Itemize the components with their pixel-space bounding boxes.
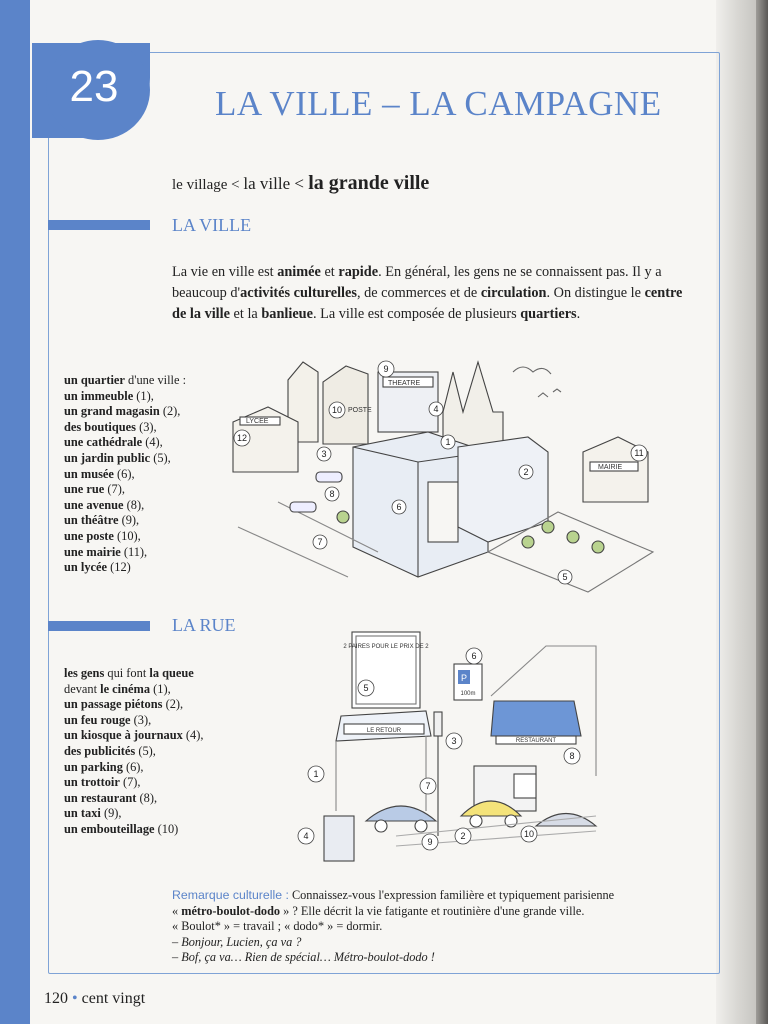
list-item: un lycée (12) — [64, 560, 131, 575]
svg-text:8: 8 — [329, 489, 335, 499]
svg-text:4: 4 — [303, 831, 309, 841]
label-lycee: LYCEE — [246, 418, 269, 425]
list-item: devant le cinéma (1), — [64, 681, 171, 696]
label-cinema: LE RETOUR — [366, 728, 402, 734]
list-item: un immeuble (1), — [64, 388, 154, 403]
svg-text:2: 2 — [523, 467, 529, 477]
list-item: les gens qui font la queue — [64, 666, 194, 680]
svg-text:10: 10 — [331, 405, 343, 415]
ville-paragraph: La vie en ville est animée et rapide. En général, les gens ne se connaissent pas. Il y a beaucoup d'activités culturelles, de commerces et de circulation. On distingue le centre de la ville et la banlieue. La ville est composée de plusieurs quartiers. — [172, 264, 683, 322]
list-item: un théâtre (9), — [64, 513, 140, 528]
list-item: un musée (6), — [64, 466, 135, 481]
section-bar-ville — [48, 220, 150, 230]
size-scale: le village < la ville < la grande ville — [172, 172, 430, 194]
list-item: un parking (6), — [64, 759, 144, 774]
chapter-title: LA VILLE – LA CAMPAGNE — [215, 84, 662, 123]
list-item: un feu rouge (3), — [64, 712, 152, 727]
page-spine-bar — [0, 0, 30, 1024]
svg-text:6: 6 — [471, 651, 477, 661]
chapter-number: 23 — [69, 62, 119, 111]
svg-text:12: 12 — [236, 433, 248, 443]
svg-text:9: 9 — [383, 364, 389, 374]
label-restaurant: RESTAURANT — [515, 738, 557, 744]
list-item: des publicités (5), — [64, 743, 156, 758]
svg-text:1: 1 — [313, 769, 319, 779]
list-item: une avenue (8), — [64, 497, 145, 512]
ville-vocab-list — [64, 373, 186, 576]
list-item: un trottoir (7), — [64, 775, 141, 790]
svg-text:1: 1 — [445, 437, 451, 447]
svg-text:10: 10 — [523, 829, 535, 839]
remark-label: Remarque culturelle : — [172, 888, 289, 902]
svg-text:8: 8 — [569, 751, 575, 761]
list-item: une cathédrale (4), — [64, 435, 163, 450]
list-item: un embouteillage (10) — [64, 821, 179, 836]
list-item: un kiosque à journaux (4), — [64, 728, 204, 743]
svg-text:2: 2 — [460, 831, 466, 841]
label-distance: 100m — [460, 691, 476, 697]
scale-grande-ville: la grande ville — [308, 172, 430, 194]
svg-text:4: 4 — [433, 404, 439, 414]
section-bar-rue — [48, 621, 150, 631]
rue-vocab-list — [64, 666, 203, 838]
svg-text:6: 6 — [396, 502, 402, 512]
svg-text:3: 3 — [451, 736, 457, 746]
section-title-rue: LA RUE — [172, 615, 236, 635]
cultural-remark: Remarque culturelle : Connaissez-vous l'expression familière et typiquement parisienne « métro-boulot-dodo » ? Elle décrit la vie fatigante et routinière d'une grande ville. « Boulot* » = travail ; « dodo* » = dormir. – Bonjour, Lucien, ça va ? – Bof, ça va… Rien de spécial… Métro-boulot-dodo ! — [172, 888, 615, 965]
svg-text:5: 5 — [363, 683, 369, 693]
svg-text:7: 7 — [317, 537, 323, 547]
list-item: un grand magasin (2), — [64, 404, 181, 419]
label-poste: POSTE — [348, 407, 372, 414]
page-number: 120 — [44, 990, 68, 1007]
page-words: cent vingt — [81, 990, 146, 1007]
label-theatre: THEATRE — [388, 380, 421, 387]
section-title-ville: LA VILLE — [172, 215, 252, 235]
list-item: une mairie (11), — [64, 544, 148, 559]
svg-text:5: 5 — [562, 572, 568, 582]
list-item: un restaurant (8), — [64, 790, 158, 805]
book-edge — [756, 0, 768, 1024]
svg-text:11: 11 — [634, 448, 644, 458]
scale-ville: la ville — [243, 174, 291, 193]
list-item: un taxi (9), — [64, 806, 122, 821]
list-item: un jardin public (5), — [64, 450, 171, 465]
svg-text:9: 9 — [427, 837, 433, 847]
label-mairie: MAIRIE — [598, 464, 623, 471]
page-footer: 120 • cent vingt — [44, 990, 146, 1007]
list-item: un quartier d'une ville : — [64, 373, 187, 387]
list-item: une rue (7), — [64, 482, 125, 497]
scale-village: le village — [172, 177, 228, 193]
list-item: une poste (10), — [64, 528, 141, 543]
svg-text:3: 3 — [321, 449, 327, 459]
list-item: des boutiques (3), — [64, 419, 157, 434]
label-advert: 2 PAIRES POUR LE PRIX DE 2 — [343, 644, 429, 650]
list-item: un passage piétons (2), — [64, 697, 184, 712]
svg-text:7: 7 — [425, 781, 431, 791]
label-parking: P — [460, 673, 468, 683]
